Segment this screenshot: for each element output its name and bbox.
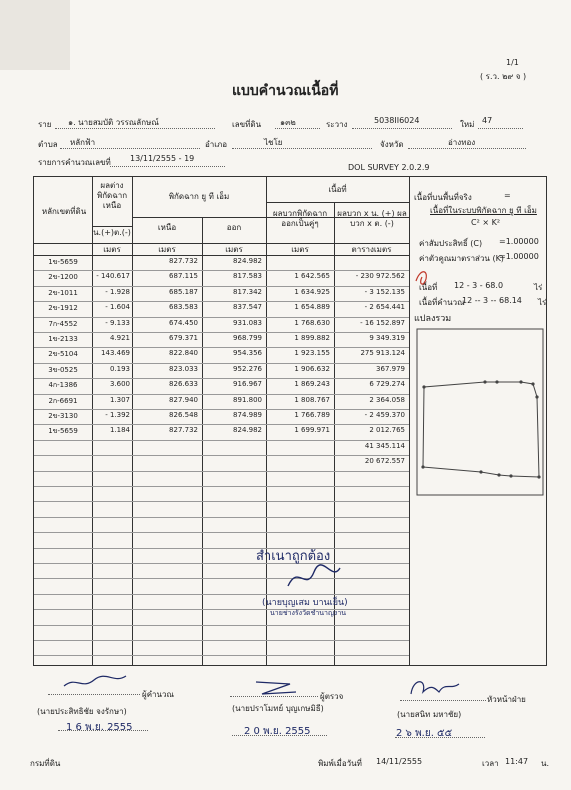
panel-line3: C² × K² (471, 218, 501, 227)
parcel-value: ๑๓๒ (280, 118, 296, 127)
header-sum-unit: เมตร (291, 245, 309, 254)
cell-diff: 4.921 (109, 334, 130, 342)
panel-line2: เนื้อที่ในระบบพิกัดฉาก ยู ที เอ็ม (430, 206, 537, 215)
row-divider (34, 301, 409, 302)
cell-marker: 1ข-5659 (48, 427, 78, 436)
calc-area-value: 12 -- 3 -- 68.14 (462, 296, 522, 305)
row-divider (34, 501, 409, 502)
folded-corner (0, 0, 70, 70)
cell-north: 827.732 (169, 426, 198, 435)
cell-diff: 143.469 (101, 349, 130, 358)
cell-north: 687.115 (169, 272, 198, 281)
row-divider (34, 640, 409, 641)
head-date: 2 ๖ พ.ย. ๕๕ (396, 728, 453, 739)
row-divider (34, 394, 409, 395)
cell-sum: 1 654.889 (294, 303, 330, 312)
cell-diff: - 9.133 (105, 318, 130, 327)
cell-east: 954.356 (233, 349, 262, 358)
cell-north: 826.548 (169, 411, 198, 419)
cell-marker: 2ข-5104 (48, 350, 78, 359)
grid-value: 5038II6024 (374, 116, 420, 125)
rai-label: ราย (38, 120, 52, 129)
calc-role: ผู้คำนวณ (142, 690, 174, 699)
cell-east: 952.276 (233, 364, 262, 373)
area-unit: ไร่ (534, 283, 543, 292)
head-signature (405, 674, 465, 700)
area-calc-table (33, 176, 547, 666)
cell-east: 891.800 (233, 395, 262, 404)
calc-signature (60, 670, 130, 694)
header-diff-sub: น.(+)ต.(-) (93, 228, 131, 237)
cell-east: 931.083 (233, 318, 262, 327)
cell-marker: 7ก-4552 (48, 319, 78, 328)
cell-diff: - 1.604 (105, 303, 130, 312)
cell-diff: 0.193 (109, 364, 130, 373)
table-total-1: 41 345.114 (364, 441, 405, 450)
cell-prod: 2 364.058 (369, 395, 405, 404)
parcel-label: เลขที่ดิน (232, 120, 262, 129)
row-divider (34, 578, 409, 579)
row-divider (34, 486, 409, 487)
province-value: อ่างทอง (448, 138, 476, 147)
cell-sum: 1 808.767 (294, 395, 330, 404)
footer-time-value: 11:47 (505, 757, 529, 766)
cell-prod: 275 913.124 (360, 349, 405, 358)
row-divider (34, 440, 409, 441)
check-role: ผู้ตรวจ (320, 692, 344, 701)
head-role: หัวหน้าฝ่าย (487, 695, 526, 704)
calc-value: 13/11/2555 - 19 (130, 154, 195, 163)
header-east: ออก (226, 223, 242, 232)
row-divider (34, 655, 409, 656)
cell-north: 827.940 (169, 395, 198, 404)
header-north-unit: เมตร (158, 245, 176, 254)
cell-marker: 2ก-6691 (48, 396, 78, 405)
stamp-certified: สำเนาถูกต้อง (256, 549, 331, 564)
grid-label: ระวาง (326, 120, 348, 129)
cell-diff: 3.600 (109, 380, 130, 389)
stamp-position: นายช่างรังวัดชำนาญงาน (270, 609, 347, 617)
sheet-label: ใหม่ (460, 120, 475, 129)
stamp-name: (นายบุญเสม บานเย็น) (262, 598, 348, 608)
cell-diff: - 1.392 (105, 411, 130, 419)
row-divider (34, 332, 409, 333)
cell-sum: 1 699.971 (294, 426, 330, 435)
province-label: จังหวัด (380, 140, 404, 149)
check-signature (250, 676, 300, 698)
row-divider (34, 270, 409, 271)
row-divider (34, 286, 409, 287)
cell-east: 968.799 (233, 334, 262, 342)
row-divider (34, 594, 409, 595)
header-north: เหนือ (157, 223, 177, 232)
sheet-value: 47 (482, 116, 493, 125)
tambon-value: หลักฟ้า (70, 138, 96, 147)
table-total-2: 20 672.557 (364, 457, 405, 466)
header-area: เนื้อที่ (328, 185, 347, 194)
coef-c-label: ค่าสัมประสิทธิ์ (C) (419, 239, 483, 248)
header-east-unit: เมตร (225, 245, 243, 254)
cell-east: 824.982 (233, 426, 262, 435)
calc-area-label: เนื้อที่คำนวณ (419, 298, 465, 307)
row-divider (34, 563, 409, 564)
row-divider (34, 378, 409, 379)
amphoe-label: อำเภอ (205, 140, 228, 149)
cell-sum: 1 634.925 (294, 287, 330, 296)
cell-prod: - 3 152.135 (364, 287, 405, 296)
row-divider (34, 532, 409, 533)
footer-print-label: พิมพ์เมื่อวันที่ (318, 759, 362, 768)
header-marker: หลักเขตที่ดิน (41, 207, 87, 216)
coef-c-value: =1.00000 (499, 237, 539, 246)
header-coord: พิกัดฉาก ยู ที เอ็ม (168, 192, 230, 201)
cell-marker: 2ข-1200 (48, 273, 78, 282)
row-divider (34, 471, 409, 472)
cell-marker: 1ข-2133 (48, 335, 78, 343)
stamp-signature-scribble (284, 562, 344, 592)
cell-marker: 2ข-1011 (48, 288, 78, 297)
cell-marker: 2ข-3130 (48, 412, 78, 420)
cell-prod: 367.979 (376, 364, 405, 373)
row-divider (34, 625, 409, 626)
cell-east: 824.982 (233, 257, 262, 265)
tambon-label: ตำบล (38, 140, 58, 149)
cell-prod: - 2 459.370 (364, 411, 405, 419)
cell-sum: 1 642.565 (294, 272, 330, 281)
footer-time-label: เวลา (482, 759, 499, 768)
cell-north: 683.583 (169, 303, 198, 312)
cell-sum: 1 869.243 (294, 380, 330, 389)
cell-prod: - 16 152.897 (360, 318, 405, 327)
calc-label: รายการคำนวณเลขที่ (38, 158, 111, 167)
header-prod: ผลบวก x น. (+) ผลบวก x ต. (-) (337, 209, 407, 228)
footer-print-date: 14/11/2555 (376, 757, 423, 766)
row-divider (34, 455, 409, 456)
cell-marker: 4ก-1386 (48, 381, 78, 390)
cell-sum: 1 766.789 (294, 411, 330, 419)
cell-east: 837.547 (233, 303, 262, 312)
cell-east: 874.989 (233, 411, 262, 419)
check-name: (นายปราโมทย์ บุญเกษมิธี) (232, 704, 324, 713)
cell-prod: 2 012.765 (369, 426, 405, 435)
cell-north: 827.732 (169, 257, 198, 265)
page-title: แบบคำนวณเนื้อที่ (232, 83, 339, 99)
area-value: 12 - 3 - 68.0 (454, 281, 504, 290)
head-name: (นายสนิท มหาชัย) (397, 710, 462, 719)
cell-prod: - 230 972.562 (355, 272, 405, 281)
calc-name: (นายประสิทธิชัย จงรักษา) (37, 707, 127, 716)
row-divider (34, 424, 409, 425)
cell-sum: 1 923.155 (294, 349, 330, 358)
footer-dept: กรมที่ดิน (30, 759, 61, 768)
panel-line1a: เนื้อที่บนพื้นที่จริง (414, 193, 472, 202)
cell-east: 817.583 (233, 272, 262, 281)
cell-marker: 2ข-1912 (48, 304, 78, 313)
cell-sum: 1 768.630 (294, 318, 330, 327)
form-code: ( ร.ว. ๒๙ จ ) (480, 72, 527, 81)
header-prod-unit: ตารางเมตร (351, 245, 392, 254)
cell-diff: - 1.928 (105, 287, 130, 296)
check-date: 2 0 พ.ย. 2555 (244, 726, 311, 737)
row-divider (34, 548, 409, 549)
cell-prod: 6 729.274 (369, 380, 405, 389)
cell-diff: 1.307 (109, 395, 130, 404)
calc-date: 1 6 พ.ย. 2555 (66, 722, 133, 733)
area-label: เนื้อที่ (419, 283, 438, 292)
page-number: 1/1 (506, 58, 519, 67)
header-diff: ผลต่างพิกัดฉาก เหนือ (96, 181, 128, 210)
parcel-plot-diagram (415, 327, 545, 497)
panel-line1b: = (504, 191, 511, 200)
coef-k-value: =1.00000 (499, 252, 539, 261)
row-divider (34, 409, 409, 410)
cell-north: 823.033 (169, 364, 198, 373)
cell-sum: 1 906.632 (294, 364, 330, 373)
cell-north: 826.633 (169, 380, 198, 389)
header-sum: ผลบวกพิกัดฉาก ออกเป็นคู่ๆ (272, 209, 328, 228)
red-check-mark (410, 265, 450, 293)
rai-value: ๑. นายสมบัติ วรรณลักษณ์ (68, 118, 159, 127)
row-divider (34, 517, 409, 518)
cell-sum: 1 899.882 (294, 334, 330, 342)
row-divider (34, 609, 409, 610)
coef-k-label: ค่าตัวคูณมาตราส่วน (K) (419, 254, 504, 263)
cell-east: 916.967 (233, 380, 262, 389)
cell-marker: 1ข-5659 (48, 258, 78, 266)
cell-marker: 3ข-0525 (48, 365, 78, 374)
amphoe-value: ไชโย (264, 138, 283, 147)
cell-north: 822.840 (169, 349, 198, 358)
software-label: DOL SURVEY 2.0.2.9 (348, 163, 430, 172)
row-divider (34, 363, 409, 364)
plan-label: แปลงรวม (414, 314, 452, 324)
cell-north: 679.371 (169, 334, 198, 342)
cell-diff: 1.184 (109, 426, 130, 435)
cell-prod: 9 349.319 (369, 334, 405, 342)
cell-diff: - 140.617 (96, 272, 130, 281)
row-divider (34, 347, 409, 348)
cell-north: 674.450 (169, 318, 198, 327)
footer-time-unit: น. (541, 759, 550, 768)
row-divider (34, 317, 409, 318)
calc-area-unit: ไร่ (538, 298, 547, 307)
cell-prod: - 2 654.441 (364, 303, 405, 312)
header-diff-unit: เมตร (103, 245, 121, 254)
cell-east: 817.342 (233, 287, 262, 296)
cell-north: 685.187 (169, 287, 198, 296)
